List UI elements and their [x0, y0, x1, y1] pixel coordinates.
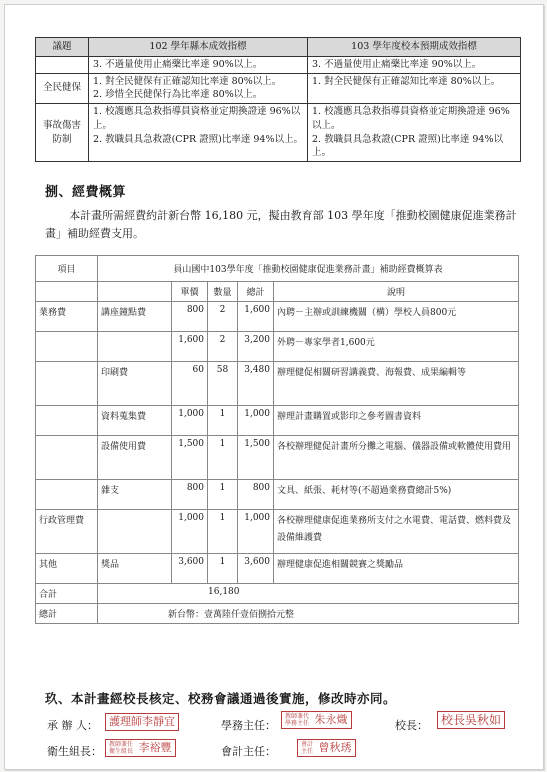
category-cell	[36, 406, 98, 436]
total-cell: 3,200	[238, 332, 274, 362]
desc-cell: 文具、紙張、耗材等(不超過業務費總計5%)	[274, 480, 519, 510]
indicator-header-row	[36, 38, 521, 57]
header-102: 102 學年縣本成效指標	[89, 38, 308, 57]
empty-cell	[98, 282, 172, 302]
health-label: 衛生組長：	[47, 745, 102, 758]
price-cell: 800	[172, 302, 208, 332]
academic-stamp-title: 教師兼代學務主任	[285, 713, 310, 727]
total-cell: 800	[238, 480, 274, 510]
header-total: 總計	[238, 282, 274, 302]
table-row	[36, 406, 519, 436]
qty-cell: 58	[208, 362, 238, 406]
qty-cell: 2	[208, 332, 238, 362]
desc-cell: 辦理健促相關研習講義費、海報費、成果編輯等	[274, 362, 519, 406]
category-cell: 行政管理費	[36, 510, 98, 554]
health-stamp	[105, 739, 176, 757]
subitem-cell: 設備使用費	[98, 436, 172, 480]
desc-cell: 內聘－主辦或訓練機關（構）學校人員800元	[274, 302, 519, 332]
subitem-cell	[98, 510, 172, 554]
total-cell: 1,600	[238, 302, 274, 332]
accounting-label: 會計主任：	[221, 745, 276, 758]
total-label: 總計	[36, 604, 98, 624]
accounting-stamp-title: 會計主任	[301, 741, 314, 755]
qty-cell: 1	[208, 554, 238, 584]
academic-stamp	[281, 711, 352, 729]
accounting-stamp	[297, 739, 356, 757]
table-row	[36, 480, 519, 510]
header-103: 103 學年度校本預期成效指標	[308, 38, 521, 57]
total-cell: 1,000	[238, 406, 274, 436]
category-cell	[36, 480, 98, 510]
academic-stamp-name: 朱永熾	[314, 713, 348, 726]
indicator-line: 3. 不過量使用止痛藥比率達 90%以上。	[312, 58, 482, 70]
price-cell: 800	[172, 480, 208, 510]
undertaker-label: 承 辦 人：	[47, 719, 98, 732]
table-row	[36, 104, 521, 162]
total-cell: 3,480	[238, 362, 274, 406]
indicator-line: 1. 對全民健保有正確認知比率達 80%以上。	[312, 75, 501, 87]
price-cell: 1,600	[172, 332, 208, 362]
table-row	[36, 73, 521, 104]
topic-cell: 全民健保	[36, 73, 89, 104]
indicator-cell	[308, 104, 521, 162]
subitem-cell: 資料蒐集費	[98, 406, 172, 436]
total-cell: 1,000	[238, 510, 274, 554]
indicator-line: 1. 校護應具急救指導員資格並定期換證達 96%以上。	[93, 106, 301, 131]
grand-total-row	[36, 604, 519, 624]
empty-cell	[36, 282, 98, 302]
budget-title: 員山國中103學年度「推動校園健康促進業務計畫」補助經費概算表	[98, 256, 519, 282]
desc-cell: 辦理計畫購置或影印之參考圖書資料	[274, 406, 519, 436]
desc-cell: 辦理健康促進相關競賽之獎勵品	[274, 554, 519, 584]
sum-label: 合計	[36, 584, 98, 604]
desc-cell: 外聘－專家學者1,600元	[274, 332, 519, 362]
table-row	[36, 56, 521, 73]
subitem-cell: 印刷費	[98, 362, 172, 406]
subitem-cell: 獎品	[98, 554, 172, 584]
subitem-cell: 講座鐘點費	[98, 302, 172, 332]
indicator-cell	[89, 104, 308, 162]
category-cell: 業務費	[36, 302, 98, 332]
desc-cell: 各校辦理健促計畫所分攤之電腦、儀器設備或軟體使用費用	[274, 436, 519, 480]
budget-title-row	[36, 256, 519, 282]
category-cell	[36, 332, 98, 362]
health-stamp-title: 教師兼任衛生組長	[109, 741, 134, 755]
indicator-table	[35, 37, 521, 162]
qty-cell: 1	[208, 480, 238, 510]
price-cell: 1,500	[172, 436, 208, 480]
sum-row	[36, 584, 519, 604]
budget-header-row	[36, 282, 519, 302]
header-desc: 說明	[274, 282, 519, 302]
principal-stamp: 校長吳秋如	[437, 711, 505, 729]
indicator-cell	[308, 56, 521, 73]
table-row	[36, 362, 519, 406]
total-cell: 1,500	[238, 436, 274, 480]
section9-title: 玖、本計畫經校長核定、校務會議通過後實施，修改時亦同。	[45, 691, 397, 706]
indicator-line: 1. 校護應具急救指導員資格並定期換證達 96%以上。	[312, 106, 510, 131]
total-value: 新台幣：壹萬陸仟壹佰捌拾元整	[98, 604, 519, 624]
qty-cell: 1	[208, 510, 238, 554]
qty-cell: 2	[208, 302, 238, 332]
indicator-line: 2. 教職員具急救證(CPR 證照)比率達 94%以上。	[93, 133, 303, 145]
category-cell	[36, 362, 98, 406]
price-cell: 1,000	[172, 406, 208, 436]
indicator-line: 2. 教職員具急救證(CPR 證照)比率達 94%以上。	[312, 133, 503, 159]
qty-cell: 1	[208, 406, 238, 436]
subitem-cell: 雜支	[98, 480, 172, 510]
indicator-cell	[89, 56, 308, 73]
table-row	[36, 332, 519, 362]
subitem-cell	[98, 332, 172, 362]
indicator-cell	[308, 73, 521, 104]
sum-value: 16,180	[98, 584, 519, 604]
table-row	[36, 436, 519, 480]
indicator-cell	[89, 73, 308, 104]
budget-table	[35, 255, 519, 624]
price-cell: 1,000	[172, 510, 208, 554]
header-qty: 數量	[208, 282, 238, 302]
topic-cell	[36, 56, 89, 73]
document-page	[4, 4, 544, 770]
header-price: 單價	[172, 282, 208, 302]
table-row	[36, 302, 519, 332]
section8-paragraph: 本計畫所需經費約計新台幣 16,180 元，擬由教育部 103 學年度「推動校園健康促進業務計畫」補助經費支用。	[45, 209, 517, 241]
price-cell: 60	[172, 362, 208, 406]
indicator-line: 3. 不過量使用止痛藥比率達 90%以上。	[93, 58, 263, 70]
academic-label: 學務主任：	[221, 719, 276, 732]
item-label: 項目	[36, 256, 98, 282]
health-stamp-name: 李裕豐	[138, 741, 172, 754]
indicator-line: 1. 對全民健保有正確認知比率達 80%以上。	[93, 75, 282, 87]
desc-cell: 各校辦理健康促進業務所支付之水電費、電話費、燃料費及設備維護費	[274, 510, 519, 554]
table-row	[36, 510, 519, 554]
price-cell: 3,600	[172, 554, 208, 584]
table-row	[36, 554, 519, 584]
principal-label: 校長：	[395, 719, 428, 732]
accounting-stamp-name: 曾秋琇	[318, 741, 352, 754]
total-cell: 3,600	[238, 554, 274, 584]
indicator-line: 2. 珍惜全民健保行為比率達 80%以上。	[93, 89, 263, 101]
category-cell	[36, 436, 98, 480]
qty-cell: 1	[208, 436, 238, 480]
header-topic: 議題	[36, 38, 89, 57]
section8-title: 捌、經費概算	[45, 185, 127, 200]
category-cell: 其他	[36, 554, 98, 584]
topic-cell: 事故傷害防制	[36, 104, 89, 162]
undertaker-stamp: 護理師李靜宜	[105, 713, 179, 731]
